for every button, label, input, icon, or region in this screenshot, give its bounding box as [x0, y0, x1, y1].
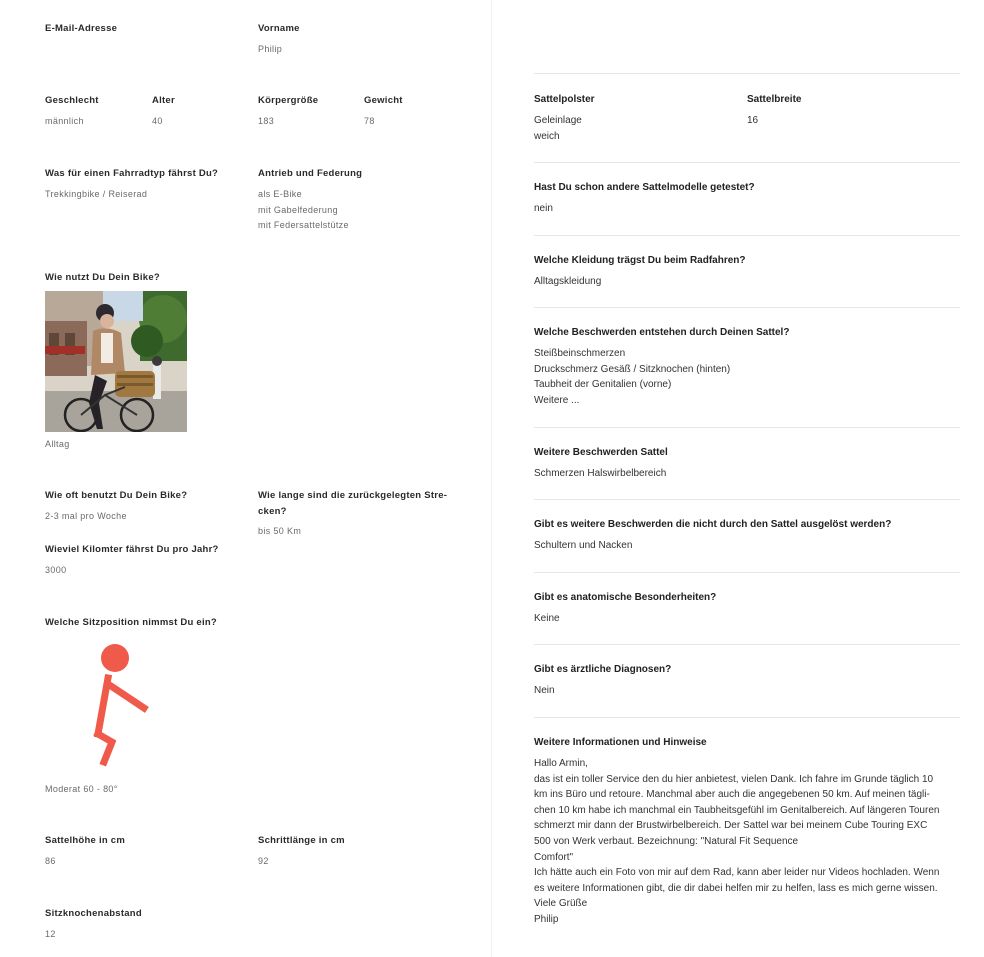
- antrieb-value-1: als E-Bike: [258, 189, 303, 199]
- section-divider: [534, 644, 960, 645]
- bike-usage-photo: [45, 291, 187, 432]
- section-line: Viele Grüße: [534, 898, 588, 910]
- section-label: Welche Kleidung trägst Du beim Radfahren?: [534, 255, 746, 266]
- section-divider: [534, 427, 960, 428]
- section-line: 500 von Werk verbaut. Bezeichnung: "Natural Fit Sequence: [534, 835, 799, 847]
- section-divider: [534, 572, 960, 573]
- antrieb-label: Antrieb und Federung: [258, 168, 363, 179]
- section-line: Alltagskleidung: [534, 276, 602, 287]
- section-label: Gibt es anatomische Besonderheiten?: [534, 592, 717, 603]
- strecke-value: bis 50 Km: [258, 526, 302, 536]
- km-jahr-value: 3000: [45, 565, 67, 575]
- section-divider: [534, 499, 960, 500]
- section-line: nein: [534, 203, 553, 214]
- geschlecht-label: Geschlecht: [45, 95, 99, 106]
- section-line: chen 10 km habe ich manchmal ein Taubheitsgefühl im Genitalbereich. Auf längeren Touren: [534, 804, 940, 816]
- section-divider: [534, 717, 960, 718]
- section-line: das ist ein toller Service den du hier anbietest, vielen Dank. Ich fahre im Grunde täglich 10: [534, 773, 934, 785]
- section-line: schmerzt mir dann der Brustwirbelbereich. Der Sattel war bei meinem Cube Touring EXC: [534, 820, 928, 832]
- haeufigkeit-value: 2-3 mal pro Woche: [45, 511, 127, 521]
- section-label: Gibt es ärztliche Diagnosen?: [534, 664, 672, 675]
- km-jahr-label: Wieviel Kilomter fährst Du pro Jahr?: [45, 544, 219, 555]
- sattelpolster-value-1: Geleinlage: [534, 115, 582, 126]
- sitzknochen-value: 12: [45, 929, 56, 939]
- strecke-label: Wie lange sind die zurückgelegten Strecken?: [258, 490, 447, 517]
- section-label: Weitere Informationen und Hinweise: [534, 737, 707, 748]
- section-line: Schultern und Nacken: [534, 540, 633, 551]
- info-section: [534, 180, 960, 217]
- section-label: Gibt es weitere Beschwerden die nicht durch den Sattel ausgelöst werden?: [534, 519, 892, 530]
- section-line: Comfort": [534, 851, 574, 863]
- haeufigkeit-label: Wie oft benutzt Du Dein Bike?: [45, 490, 188, 501]
- section-line: Weitere ...: [534, 394, 580, 406]
- section-label: Hast Du schon andere Sattelmodelle getestet?: [534, 182, 755, 193]
- email-label: E-Mail-Adresse: [45, 23, 118, 34]
- gewicht-value: 78: [364, 116, 375, 126]
- sitting-position-figure: [88, 642, 152, 773]
- sattelbreite-section: [747, 92, 947, 129]
- section-line: Philip: [534, 913, 559, 925]
- section-line: km ins Büro und retoure. Manchmal aber auch die angegebenen 50 km. Auf meinen tägli-: [534, 789, 930, 801]
- section-line: es weitere Informationen gibt, die dir dabei helfen mir zu helfen, lass es mich gerne wissen.: [534, 882, 938, 894]
- sitzknochen-label: Sitzknochenabstand: [45, 908, 142, 919]
- section-line: Taubheit der Genitalien (vorne): [534, 379, 672, 391]
- sattelbreite-value: 16: [747, 115, 759, 126]
- nutzung-caption: Alltag: [45, 439, 70, 449]
- info-section: [534, 325, 960, 408]
- info-section: [534, 590, 960, 627]
- column-divider: [491, 0, 492, 957]
- sattelbreite-label: Sattelbreite: [747, 94, 802, 105]
- antrieb-value-2: mit Gabelfederung: [258, 205, 338, 215]
- section-line: Hallo Armin,: [534, 758, 588, 769]
- antrieb-value-3: mit Federsattelstütze: [258, 220, 349, 230]
- fahrradtyp-label: Was für einen Fahrradtyp fährst Du?: [45, 168, 219, 179]
- sattelpolster-value-2: weich: [534, 130, 560, 142]
- section-line: Ich hätte auch ein Foto von mir auf dem Rad, kann aber leider nur Videos hochladen. Wenn: [534, 867, 940, 879]
- section-divider: [534, 162, 960, 163]
- section-divider: [534, 235, 960, 236]
- sitzposition-caption: Moderat 60 - 80°: [45, 784, 118, 794]
- gewicht-label: Gewicht: [364, 95, 403, 106]
- section-line: Keine: [534, 613, 560, 624]
- info-section: [534, 445, 960, 482]
- schrittlaenge-value: 92: [258, 856, 269, 866]
- sattelpolster-label: Sattelpolster: [534, 94, 595, 105]
- alter-label: Alter: [152, 95, 175, 106]
- groesse-value: 183: [258, 116, 275, 126]
- section-divider: [534, 307, 960, 308]
- section-divider: [534, 73, 960, 74]
- section-label: Weitere Beschwerden Sattel: [534, 447, 668, 458]
- info-section: [534, 662, 960, 699]
- alter-value: 40: [152, 116, 163, 126]
- nutzung-label: Wie nutzt Du Dein Bike?: [45, 272, 160, 283]
- groesse-label: Körpergröße: [258, 95, 319, 106]
- vorname-value: Philip: [258, 44, 283, 54]
- section-line: Nein: [534, 685, 555, 696]
- info-section: [534, 517, 960, 554]
- section-line: Steißbeinschmerzen: [534, 348, 626, 359]
- info-section: [534, 253, 960, 290]
- sattelhoehe-value: 86: [45, 856, 56, 866]
- schrittlaenge-label: Schrittlänge in cm: [258, 835, 345, 846]
- section-line: Druckschmerz Gesäß / Sitzknochen (hinten): [534, 363, 731, 375]
- section-label: Welche Beschwerden entstehen durch Deinen Sattel?: [534, 327, 790, 338]
- section-line: Schmerzen Halswirbelbereich: [534, 468, 667, 479]
- geschlecht-value: männlich: [45, 116, 84, 126]
- sitzposition-label: Welche Sitzposition nimmst Du ein?: [45, 617, 217, 628]
- info-section: [534, 735, 960, 928]
- sattelhoehe-label: Sattelhöhe in cm: [45, 835, 126, 846]
- vorname-label: Vorname: [258, 23, 300, 34]
- fahrradtyp-value: Trekkingbike / Reiserad: [45, 189, 148, 199]
